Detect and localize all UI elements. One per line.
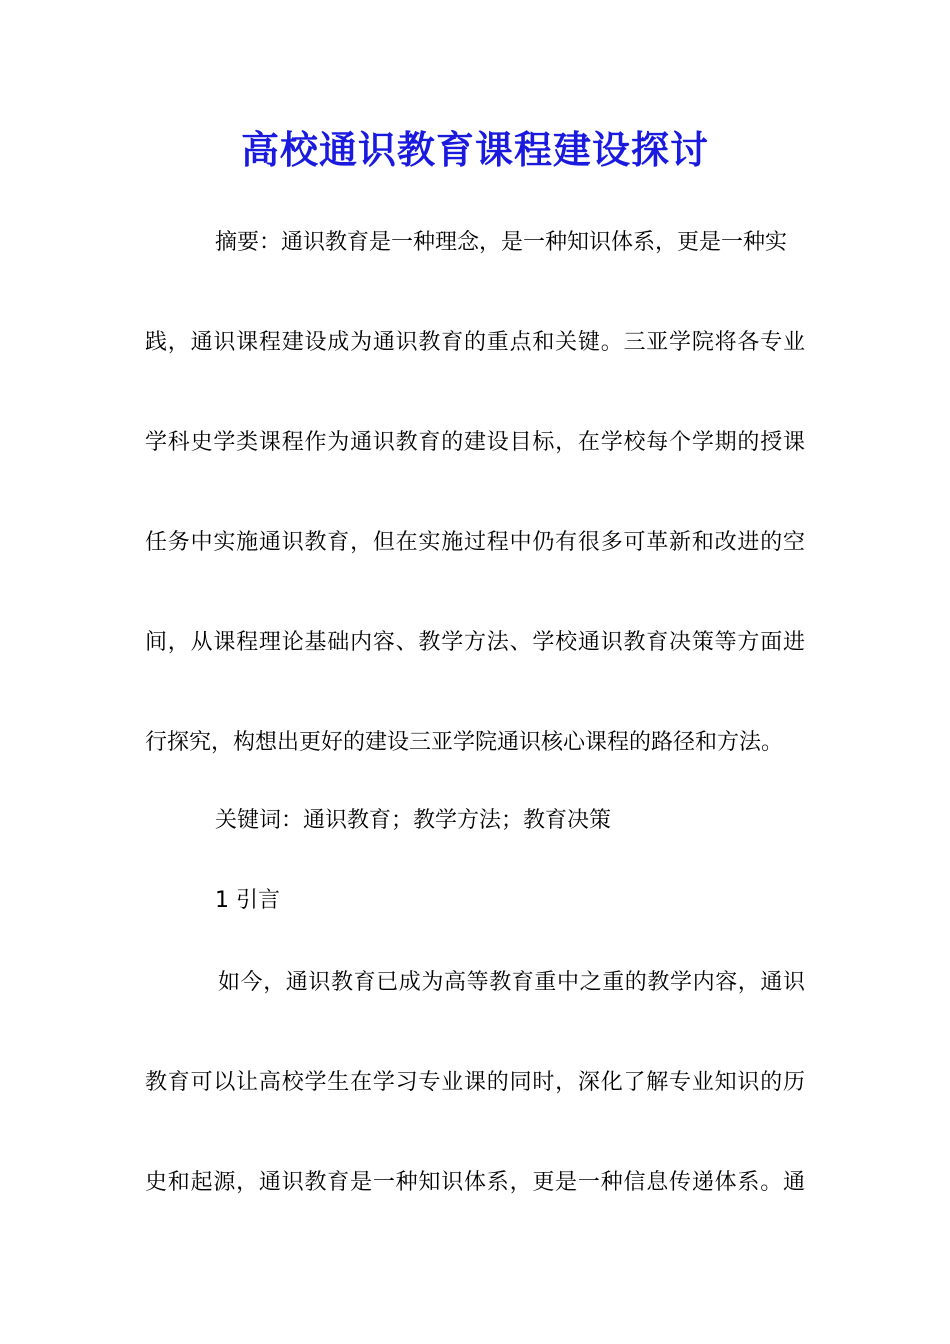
abstract-line-1: 摘要：通识教育是一种理念，是一种知识体系，更是一种实 — [215, 230, 788, 255]
intro-line-1: 如今，通识教育已成为高等教育重中之重的教学内容，通识 — [218, 970, 805, 995]
abstract-line-5: 间，从课程理论基础内容、教学方法、学校通识教育决策等方面进 — [145, 630, 805, 655]
abstract-line-3: 学科史学类课程作为通识教育的建设目标，在学校每个学期的授课 — [145, 430, 805, 455]
abstract-line-4: 任务中实施通识教育，但在实施过程中仍有很多可革新和改进的空 — [145, 530, 805, 555]
document-title: 高校通识教育课程建设探讨 — [240, 127, 709, 172]
intro-line-2: 教育可以让高校学生在学习专业课的同时，深化了解专业知识的历 — [145, 1070, 805, 1095]
keywords-line: 关键词：通识教育；教学方法；教育决策 — [215, 808, 612, 833]
abstract-line-6: 行探究，构想出更好的建设三亚学院通识核心课程的路径和方法。 — [145, 730, 784, 755]
intro-line-3: 史和起源，通识教育是一种知识体系，更是一种信息传递体系。通 — [145, 1170, 805, 1195]
section-heading: 1 引言 — [215, 888, 280, 913]
abstract-line-2: 践，通识课程建设成为通识教育的重点和关键。三亚学院将各专业 — [145, 330, 805, 355]
